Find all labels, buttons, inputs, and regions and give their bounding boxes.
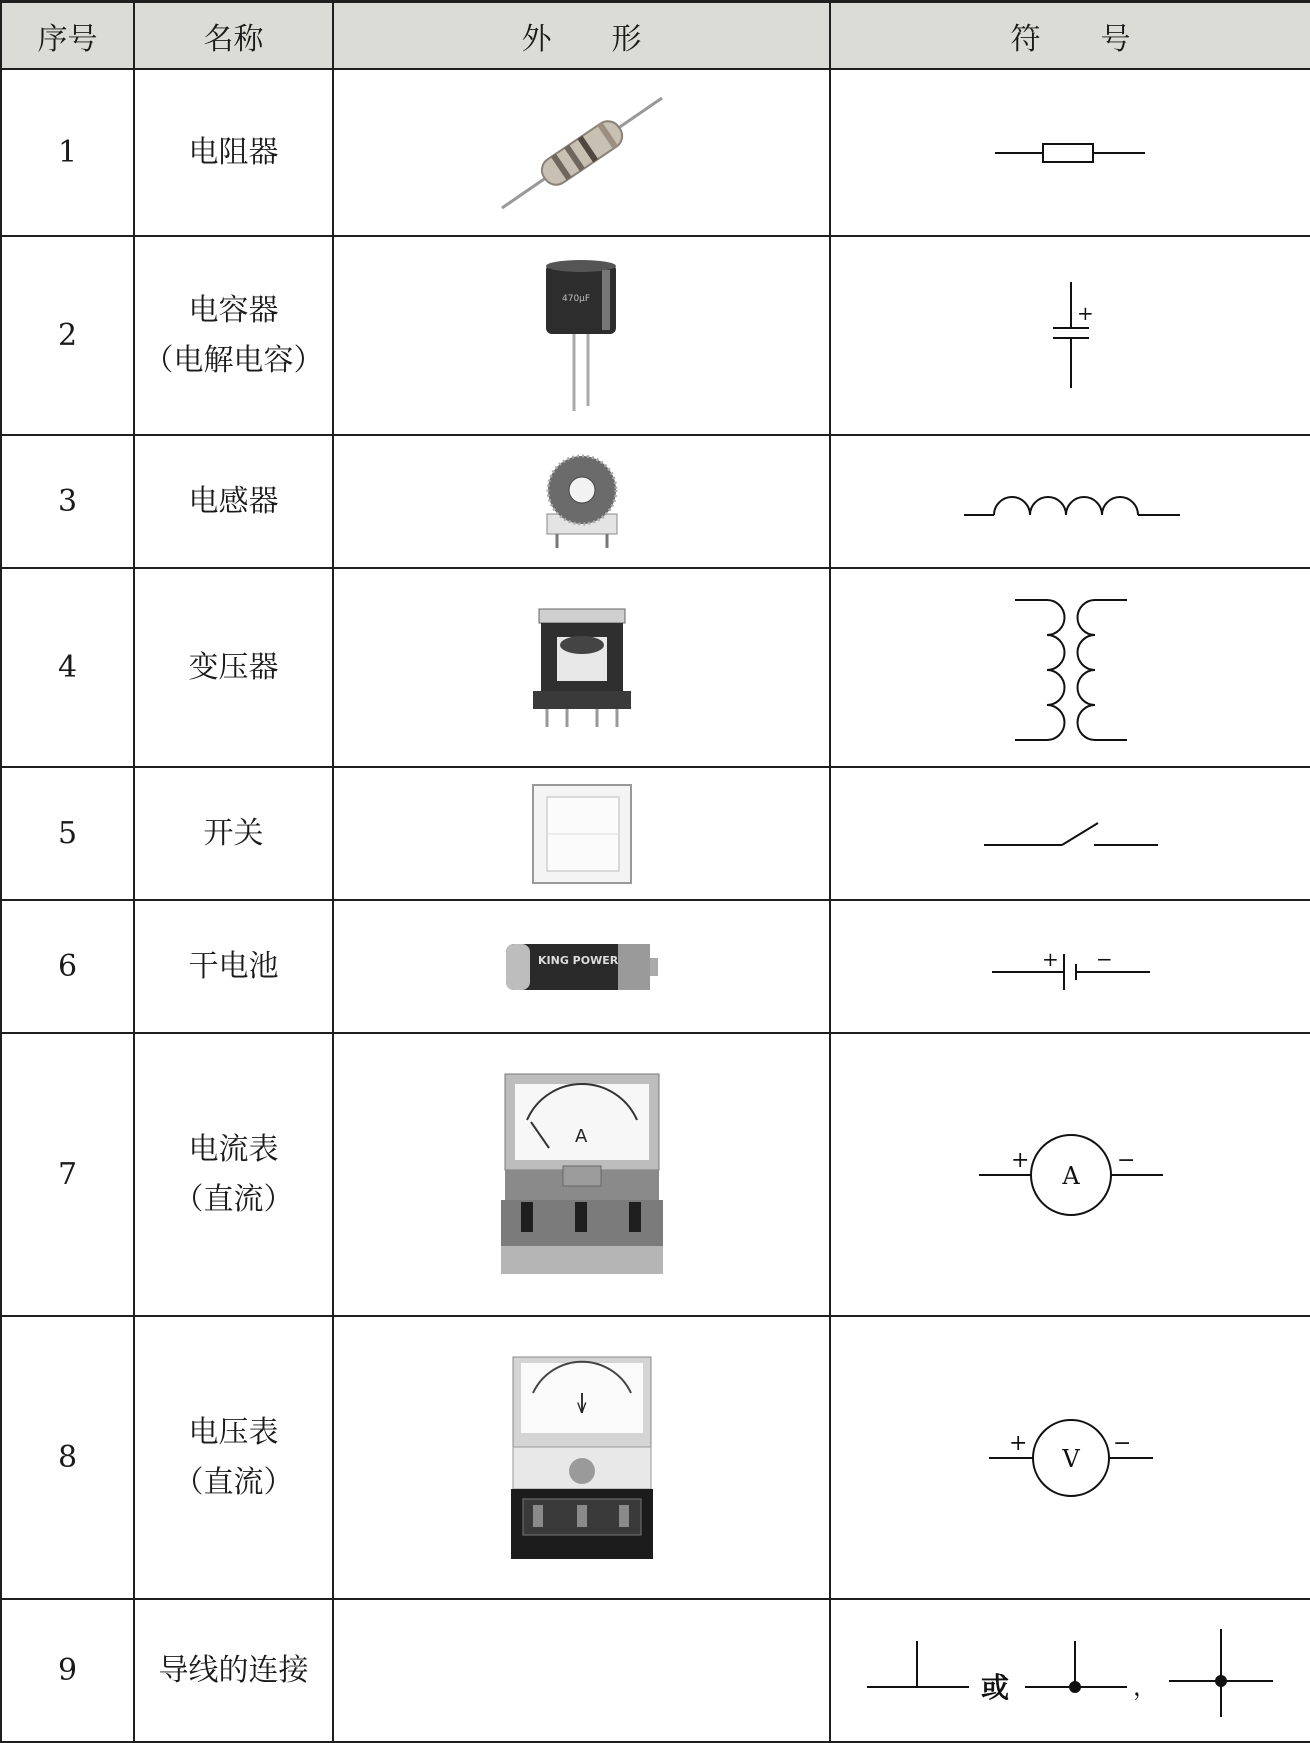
svg-text:470μF: 470μF: [561, 293, 590, 304]
voltmeter-photo: [507, 1353, 657, 1563]
component-name: 开关: [203, 815, 264, 851]
component-name: 电流表: [188, 1131, 279, 1167]
meter-letter: A: [1061, 1161, 1080, 1190]
row-name: [134, 435, 333, 568]
ammeter-photo: [497, 1070, 667, 1280]
symbol-cell: [830, 69, 1310, 236]
table-row: [1, 900, 1310, 1033]
plus-label: +: [1076, 300, 1094, 325]
header-name: 名称: [134, 2, 333, 70]
symbol-cell: [830, 1316, 1310, 1599]
appearance-cell: [333, 1316, 830, 1599]
component-name: 变压器: [188, 649, 279, 685]
table-row: [1, 435, 1310, 568]
appearance-cell: [333, 767, 830, 900]
plus-label: +: [1010, 1147, 1029, 1173]
component-name: 电压表: [188, 1414, 279, 1450]
row-name: [134, 1316, 333, 1599]
resistor-photo: [482, 83, 682, 223]
header-row: [1, 2, 1310, 70]
voltmeter-symbol: [981, 1408, 1161, 1508]
header-symbol: 符 号: [830, 2, 1310, 70]
appearance-cell: [333, 1599, 830, 1742]
component-name: 干电池: [188, 948, 279, 984]
meter-letter: V: [1061, 1444, 1080, 1473]
row-index: 9: [1, 1599, 134, 1742]
component-name: 导线的连接: [158, 1652, 309, 1688]
minus-label: −: [1112, 1430, 1131, 1456]
plus-label: +: [1041, 946, 1059, 971]
component-subname: （直流）: [173, 1464, 294, 1500]
row-index: 8: [1, 1316, 134, 1599]
wall-switch-photo: [527, 781, 637, 886]
inductor-symbol: [956, 477, 1186, 527]
symbol-cell: [830, 767, 1310, 900]
appearance-cell: [333, 568, 830, 767]
symbol-cell: [830, 435, 1310, 568]
dry-battery-photo: [502, 936, 662, 998]
symbol-cell: [830, 900, 1310, 1033]
symbol-cell: [830, 1033, 1310, 1316]
row-index: 6: [1, 900, 134, 1033]
header-index: 序号: [1, 2, 134, 70]
meter-face-letter: V: [576, 1400, 587, 1417]
appearance-cell: [333, 435, 830, 568]
plus-label: +: [1008, 1430, 1027, 1456]
row-index: 3: [1, 435, 134, 568]
appearance-cell: [333, 900, 830, 1033]
transformer-photo: [527, 603, 637, 733]
battery-symbol: [986, 942, 1156, 992]
row-name: [134, 69, 333, 236]
symbol-cell: [830, 568, 1310, 767]
row-name: [134, 236, 333, 435]
table-row: [1, 1316, 1310, 1599]
ammeter-symbol: [971, 1125, 1171, 1225]
table-row: [1, 236, 1310, 435]
comma-label: ，: [1132, 1672, 1157, 1701]
row-index: 1: [1, 69, 134, 236]
table-row: [1, 1599, 1310, 1742]
row-index: 5: [1, 767, 134, 900]
electrolytic-capacitor-photo: [522, 256, 642, 416]
wire-connection-symbol: [861, 1621, 1281, 1721]
component-subname: （电解电容）: [143, 342, 324, 378]
row-name: [134, 568, 333, 767]
component-name: 电容器: [188, 292, 279, 328]
component-name: 电阻器: [188, 134, 279, 170]
appearance-cell: [333, 1033, 830, 1316]
component-name: 电感器: [188, 483, 279, 519]
resistor-symbol: [971, 128, 1171, 178]
row-index: 4: [1, 568, 134, 767]
minus-label: −: [1095, 946, 1113, 971]
table-row: [1, 69, 1310, 236]
minus-label: −: [1116, 1147, 1135, 1173]
symbol-cell: [830, 236, 1310, 435]
row-name: [134, 767, 333, 900]
capacitor-symbol: [1031, 276, 1111, 396]
header-appearance: 外 形: [333, 2, 830, 70]
component-subname: （直流）: [173, 1181, 294, 1217]
toroidal-inductor-photo: [527, 452, 637, 552]
appearance-cell: [333, 69, 830, 236]
table-row: [1, 1033, 1310, 1316]
row-name: [134, 900, 333, 1033]
meter-face-letter: A: [574, 1125, 587, 1147]
row-name: [134, 1033, 333, 1316]
appearance-cell: [333, 236, 830, 435]
row-index: 7: [1, 1033, 134, 1316]
symbol-cell: [830, 1599, 1310, 1742]
table-row: [1, 767, 1310, 900]
battery-brand: KING POWER: [537, 953, 618, 967]
row-index: 2: [1, 236, 134, 435]
or-label: 或: [980, 1670, 1009, 1704]
transformer-symbol: [1001, 593, 1141, 743]
switch-symbol: [976, 809, 1166, 859]
table-row: [1, 568, 1310, 767]
row-name: [134, 1599, 333, 1742]
